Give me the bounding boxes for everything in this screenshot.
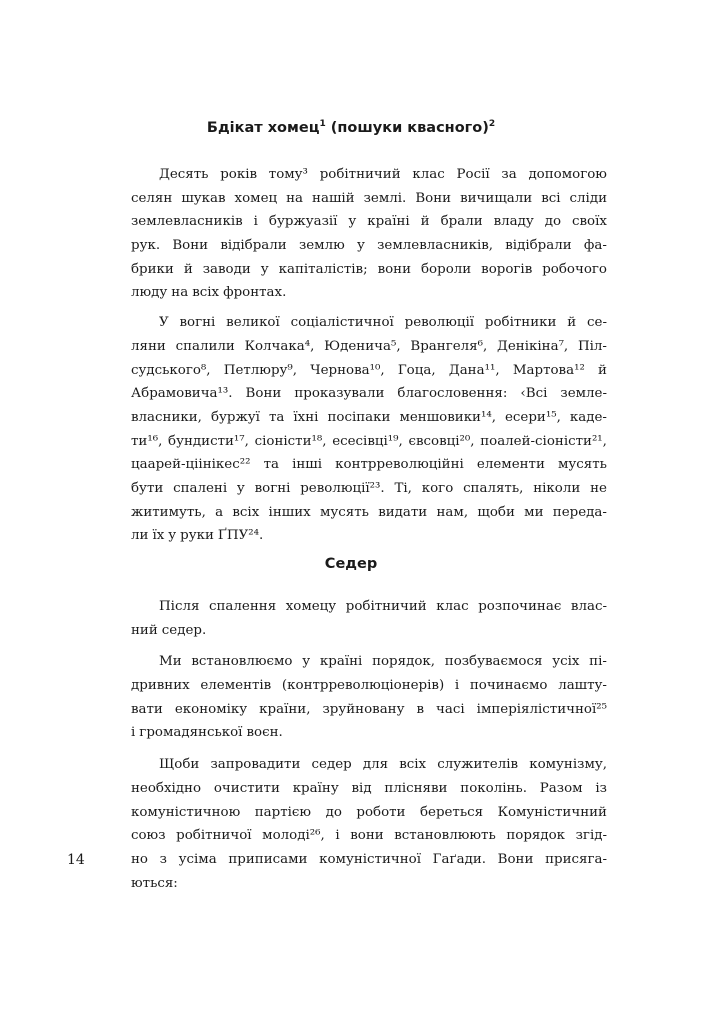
text-line [131,281,607,305]
word: Петлюру⁹, [223,362,298,378]
word: не [590,480,607,496]
word: землевласників, [377,238,494,254]
word: бути [131,480,164,496]
word: Колчака⁴, [244,338,315,354]
word: і [454,678,460,694]
word: сіоністи¹⁸, [254,433,327,449]
word: видати [378,504,428,520]
word: у [357,238,365,254]
word: ми [524,504,544,520]
text-line [131,187,607,211]
word: приписами [228,851,308,867]
word: всіх [232,504,260,520]
word: запровадити [210,757,301,773]
word: інші [292,457,323,473]
word: У [159,315,169,331]
word: Піл- [577,338,607,354]
word: молоді²⁶, [262,828,325,844]
word: Десять [159,167,209,182]
word: Комуністичний [497,804,607,820]
word: брали [440,214,483,230]
paragraph [131,753,607,895]
word: нашій [312,190,355,206]
word: Юденича⁵, [324,338,401,354]
word: мусять [319,504,369,520]
paragraph [131,595,607,642]
text-line [131,234,607,258]
text-line [131,258,607,282]
word: буржуї [210,409,260,425]
text-line [131,163,607,187]
text-line [131,406,607,430]
word: на [286,190,304,206]
word: седер [311,757,352,773]
word: землю [298,238,345,254]
word: седер. [161,622,207,638]
word: но [131,851,148,867]
word: бороли [421,261,472,277]
word: Росії [456,167,490,182]
word: згід- [575,828,607,844]
word: допомогою [528,167,607,182]
word: позбуваємося [444,654,543,670]
word: у [348,214,357,230]
word: у [260,261,269,277]
word: країни, [259,701,311,717]
word: в [416,701,425,717]
word: посіпаки [327,409,391,425]
word: люду [131,285,168,301]
word: дривних [131,678,190,694]
word: есери¹⁵, [505,409,561,425]
word: із [595,780,607,796]
word: громадянської [139,725,243,741]
word: фронтах. [223,285,287,301]
word: руки [180,528,214,544]
word: спалені [173,480,228,496]
word: встановлюємо [191,654,293,670]
word: Вони [245,386,282,402]
word: порядок, [372,654,436,670]
word: у [302,654,311,670]
word: власники, [131,409,202,425]
word: та [263,457,279,473]
word: інших [268,504,311,520]
section-title-seder [0,556,702,572]
word: поалей-сіоністи²¹, [480,433,607,449]
word: земле- [560,386,607,402]
word: країні [367,214,410,230]
word: ляни [131,338,166,354]
word: очистити [213,780,280,796]
word: вогні [179,315,216,331]
word: Вони [172,238,209,254]
section2-body [131,595,607,895]
word: всіх [192,285,220,301]
word: з [159,851,167,867]
word: встановлюють [394,828,496,844]
word: Після [159,599,200,614]
word: робочого [542,261,607,277]
word: есесівці¹⁹, [332,433,403,449]
word: а [215,504,224,520]
word: робітничий [319,167,401,182]
word: Ті, [394,480,412,496]
word: і [335,828,340,844]
word: ворогів [481,261,533,277]
text-line [131,650,607,674]
word: капіталістів; [278,261,368,277]
word: й [420,214,430,230]
word: фа- [583,238,607,254]
footnote-ref: 2 [488,119,496,130]
word: та [268,409,285,425]
word: від [351,780,372,796]
word: щоби [477,504,515,520]
word: Разом [539,780,583,796]
text-line [131,311,607,335]
word: тому³ [268,167,308,182]
word: вати [131,701,163,717]
word: поколінь. [460,780,527,796]
text-line [131,801,607,825]
page-number: 14 [67,852,85,868]
word: комуністичною [131,804,241,820]
word: Ми [159,654,182,670]
word: Дана¹¹, [448,362,500,378]
word: владу [493,214,534,230]
word: ҐПУ²⁴. [217,528,264,544]
word: землевласників [131,214,243,230]
word: необхідно [131,780,202,796]
word: вичищали [460,190,533,206]
word: переда- [552,504,607,520]
word: брики [131,261,174,277]
word: (контрреволюціонерів) [281,678,445,694]
word: економіку [174,701,248,717]
word: євсовці²⁰, [408,433,475,449]
word: воєн. [246,725,283,741]
word: для [362,757,389,773]
word: часі [436,701,465,717]
word: присяга- [545,851,607,867]
text-line [131,824,607,848]
word: благословення: [397,386,508,402]
text-line [131,335,607,359]
word: Гоца, [397,362,436,378]
word: судського⁸, [131,362,211,378]
word: рук. [131,238,161,254]
word: житимуть, [131,504,206,520]
word: спалили [175,338,235,354]
word: Врангеля⁶, [410,338,488,354]
text-line [131,721,607,745]
word: комуністичної [319,851,421,867]
word: відібрали [505,238,572,254]
word: служителів [437,757,519,773]
text-line [131,777,607,801]
word: вони [350,828,384,844]
word: сліди [569,190,607,206]
word: каде- [569,409,607,425]
word: ються: [131,875,178,891]
word: Щоби [159,757,200,773]
word: клас [436,599,469,614]
text-line [131,619,607,643]
word: ‹Всі [520,386,548,402]
word: мусять [558,457,607,473]
title-text: Бдікат хомец [206,120,320,136]
text-line [131,382,607,406]
word: до [544,214,562,230]
word: й [183,261,193,277]
word: на [171,285,189,301]
word: пі- [589,654,607,670]
text-line [131,872,607,896]
word: революції [404,315,475,331]
word: країну [292,780,339,796]
word: починаємо [469,678,548,694]
text-line [131,848,607,872]
word: їх [152,528,165,544]
word: буржуазії [268,214,338,230]
word: відібрали [220,238,287,254]
word: й [598,362,607,378]
word: проказували [294,386,385,402]
word: цаарей-ціінікес²² [131,457,251,473]
word: елементи [476,457,545,473]
word: контрреволюційні [335,457,464,473]
title-text: Седер [324,556,378,572]
word: своїх [572,214,607,230]
word: до [325,804,342,820]
word: заводи [202,261,251,277]
word: нам, [436,504,469,520]
word: ніколи [533,480,581,496]
text-line [131,210,607,234]
word: й [567,315,577,331]
word: партією [254,804,312,820]
word: союз [131,828,166,844]
word: всіх [399,757,427,773]
paragraph [131,311,607,548]
text-line [131,698,607,722]
word: елементів [200,678,272,694]
word: спалять, [463,480,524,496]
word: хомец [234,190,278,206]
word: Денікіна⁷, [496,338,569,354]
word: влас- [570,599,607,614]
text-line [131,753,607,777]
paragraph [131,163,607,305]
word: Абрамовича¹³. [131,386,233,402]
word: шукав [181,190,226,206]
word: се- [587,315,607,331]
word: робітничий [345,599,427,614]
word: порядок [506,828,566,844]
text-line [131,674,607,698]
text-line [131,359,607,383]
word: революції²³. [300,480,385,496]
word: хомецу [285,599,337,614]
word: всі [541,190,561,206]
word: вогні [254,480,291,496]
word: країні [319,654,363,670]
word: років [220,167,258,182]
word: усіма [178,851,217,867]
word: роботи [356,804,406,820]
text-line [131,595,607,619]
word: розпочинає [478,599,562,614]
word: комунізму, [529,757,607,773]
text-line [131,430,607,454]
word: плісняви [384,780,448,796]
word: спалення [209,599,277,614]
word: меншовики¹⁴, [399,409,496,425]
word: вони [377,261,412,277]
word: їхні [293,409,319,425]
section-title-bdikat-chomets [0,120,702,136]
word: у [236,480,245,496]
word: клас [412,167,445,182]
word: ний [131,622,158,638]
word: Мартова¹² [512,362,585,378]
word: робітничої [176,828,252,844]
word: кого [421,480,454,496]
word: робітники [484,315,557,331]
word: соціалістичної [290,315,394,331]
word: ти¹⁶, [131,433,163,449]
paragraph [131,650,607,745]
footnote-ref: 1 [319,119,326,130]
word: Чернова¹⁰, [310,362,385,378]
word: береться [419,804,484,820]
word: Гаґади. [432,851,486,867]
word: бундисти¹⁷, [168,433,249,449]
word: імперіялістичної²⁵ [476,701,607,717]
word: у [168,528,177,544]
word: і [131,725,136,741]
word: селян [131,190,173,206]
word: Вони [415,190,452,206]
word: усіх [552,654,580,670]
word: лашту- [558,678,607,694]
title-subtitle: (пошуки квасного) [325,120,489,136]
word: зруйновану [322,701,405,717]
text-line [131,501,607,525]
word: ли [131,528,149,544]
word: Вони [497,851,534,867]
word: і [253,214,258,230]
text-line [131,477,607,501]
word: землі. [363,190,407,206]
word: за [501,167,517,182]
word: великої [226,315,280,331]
text-line [131,453,607,477]
section1-body [131,163,607,548]
text-line [131,524,607,548]
